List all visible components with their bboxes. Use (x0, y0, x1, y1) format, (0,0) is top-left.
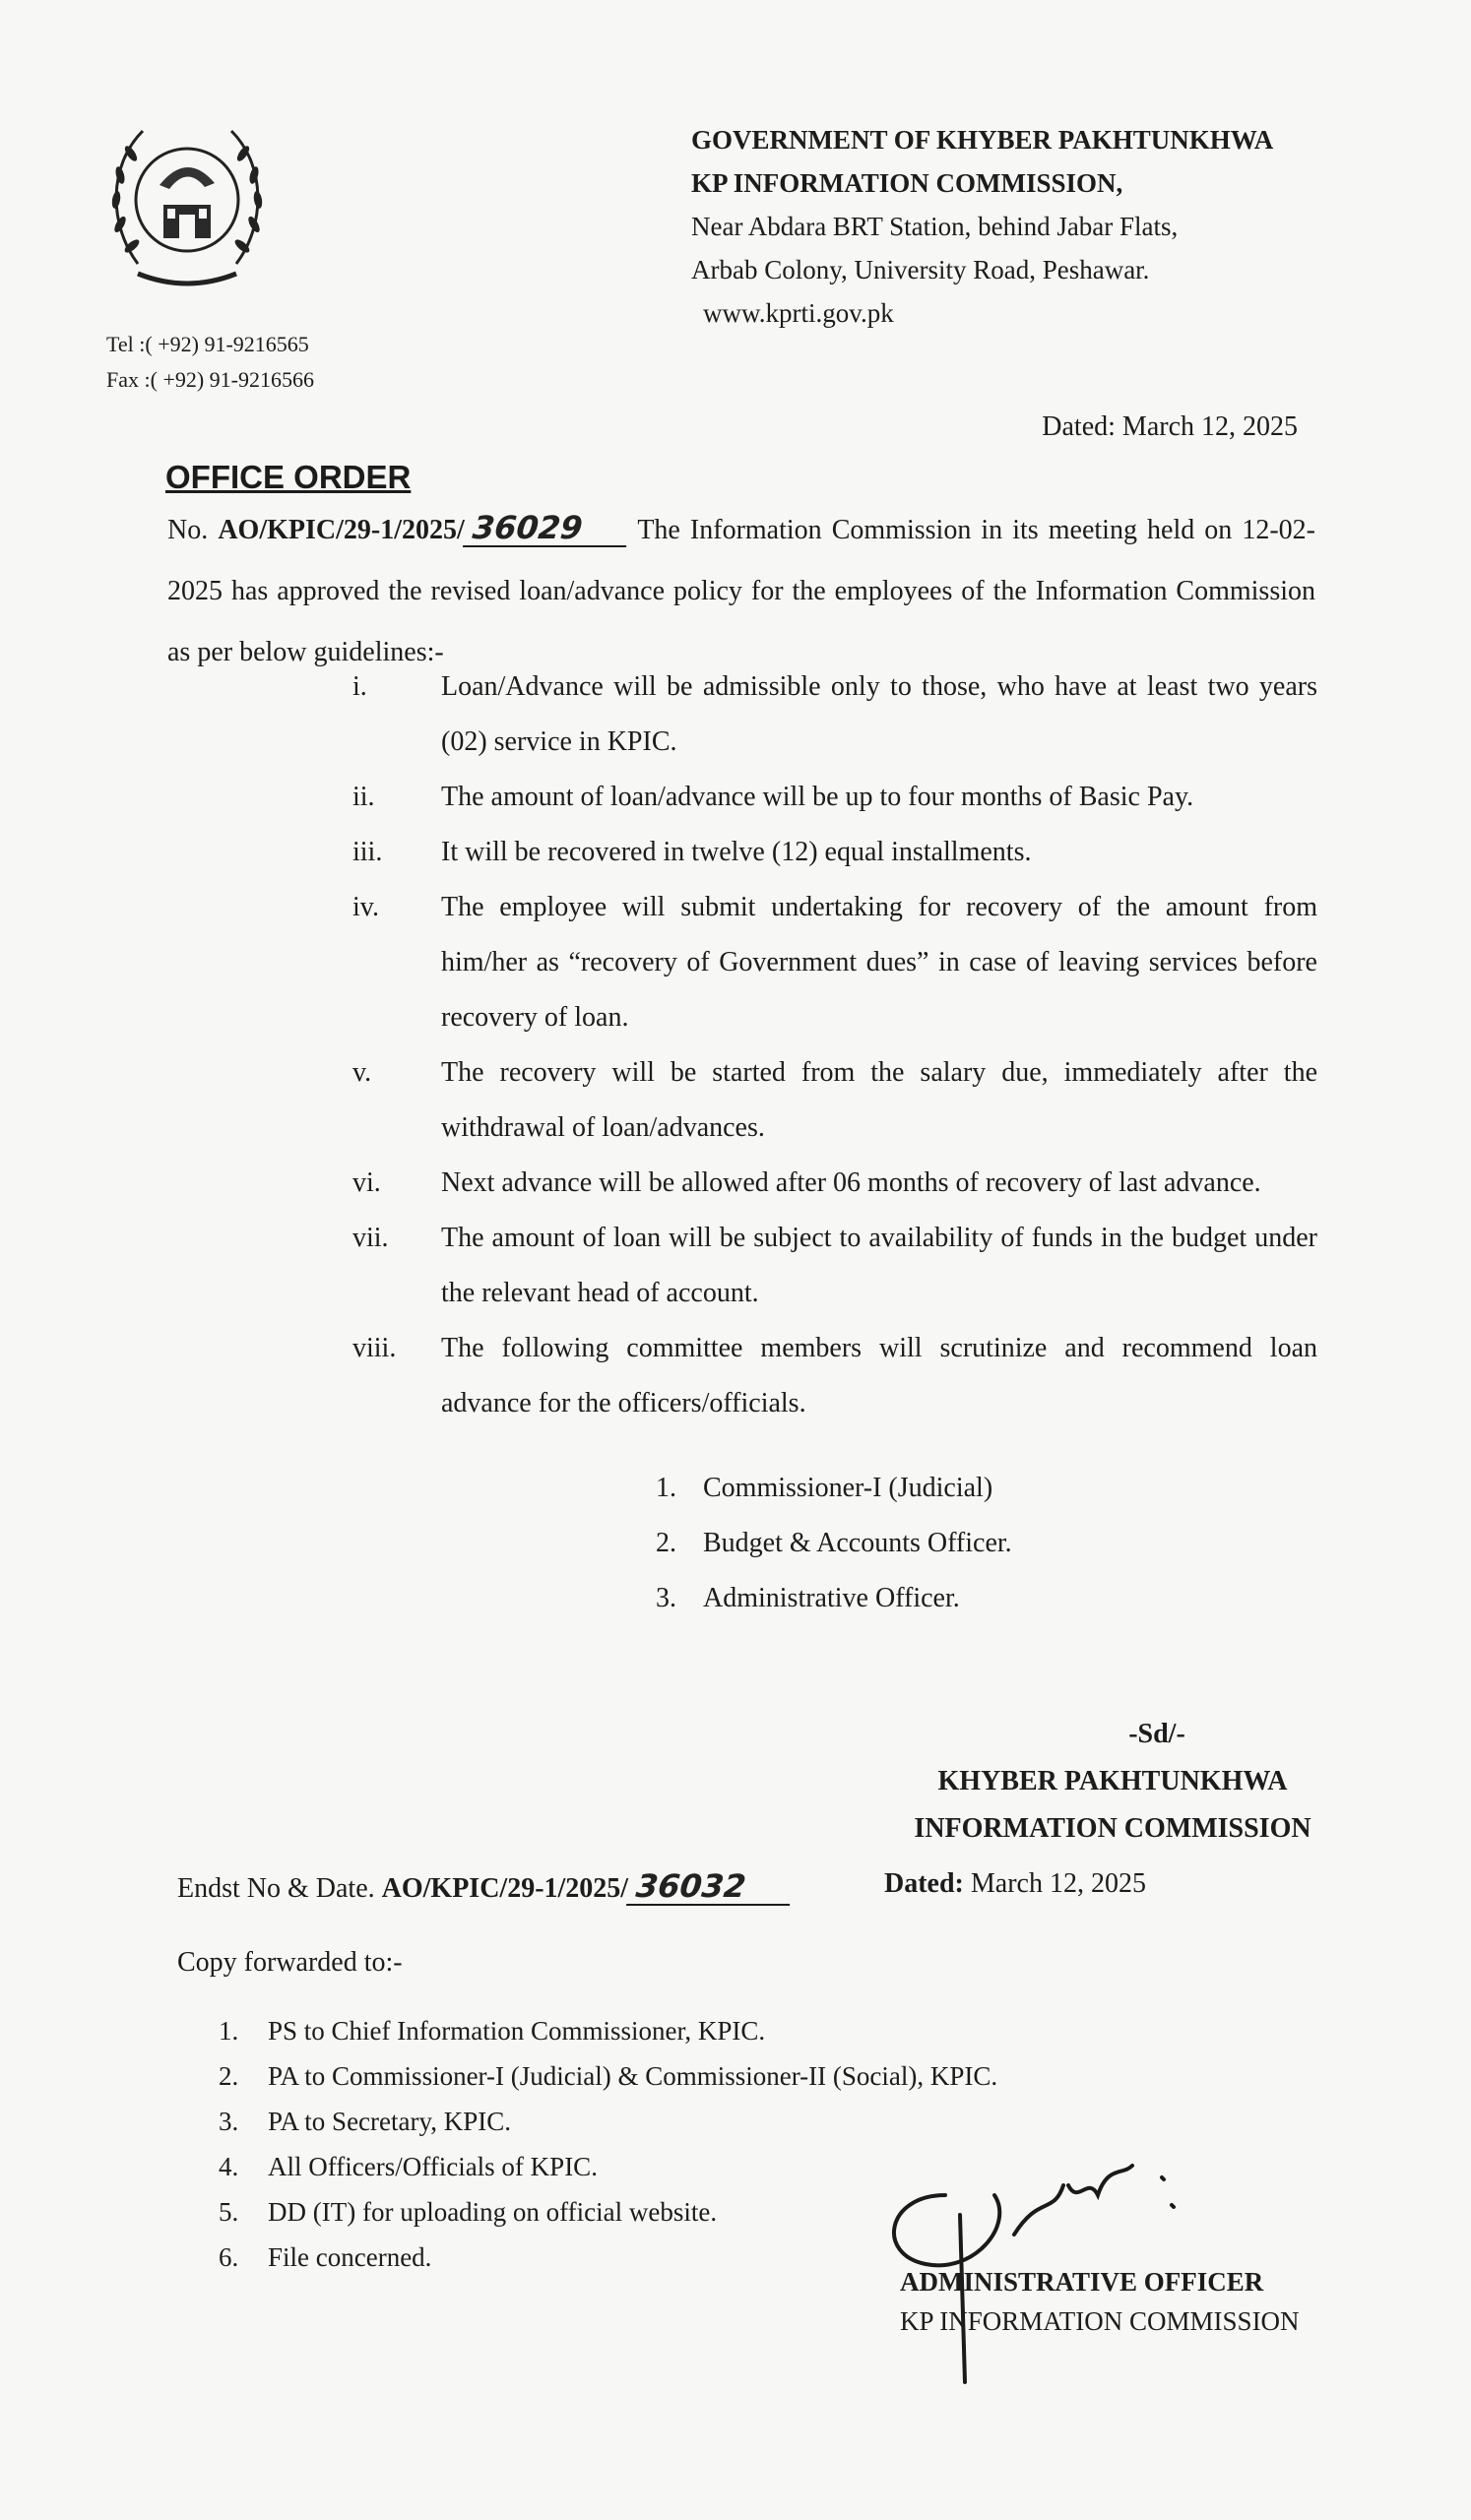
signoff-block (866, 1711, 1359, 1853)
guideline-text: Loan/Advance will be admissible only to those, who have at least two years (02) service in KPIC. (441, 671, 1317, 757)
address-line-2: Arbab Colony, University Road, Peshawar. (691, 255, 1150, 284)
government-name: GOVERNMENT OF KHYBER PAKHTUNKHWA (691, 125, 1274, 155)
order-reference: AO/KPIC/29-1/2025/ (218, 515, 465, 545)
committee-member: 2. Budget & Accounts Officer. (656, 1528, 1012, 1558)
letterhead (691, 118, 1273, 335)
guideline-item (352, 880, 1317, 1045)
guideline-number: v. (352, 1057, 372, 1088)
contact-info (106, 327, 314, 398)
website: www.kprti.gov.pk (703, 298, 894, 328)
guideline-number: iii. (352, 837, 383, 867)
sd-mark: -Sd/- (1128, 1719, 1185, 1749)
signatory-office: KP INFORMATION COMMISSION (900, 2306, 1300, 2336)
guideline-text: The recovery will be started from the salary due, immediately after the withdrawal of loan/advances. (441, 1057, 1317, 1143)
handwritten-order-number: 36029 (463, 510, 630, 547)
guideline-text: Next advance will be allowed after 06 months of recovery of last advance. (441, 1167, 1261, 1198)
guideline-text: The following committee members will scrutinize and recommend loan advance for the officers/officials. (441, 1333, 1317, 1418)
cc-item: 2. PA to Commissioner-I (Judicial) & Commissioner-II (Social), KPIC. (219, 2061, 998, 2091)
address-line-1: Near Abdara BRT Station, behind Jabar Flats, (691, 212, 1179, 241)
guideline-item (352, 1156, 1317, 1211)
order-date: Dated: March 12, 2025 (1042, 411, 1298, 442)
guideline-item (352, 1211, 1317, 1321)
committee-member: 1. Commissioner-I (Judicial) (656, 1473, 993, 1503)
guideline-item (352, 1321, 1317, 1431)
guideline-number: viii. (352, 1333, 397, 1363)
guideline-item (352, 825, 1317, 880)
guideline-number: ii. (352, 782, 375, 812)
guideline-number: i. (352, 671, 367, 702)
endorsement-number: Endst No & Date. AO/KPIC/29-1/2025/ 36032 (177, 1868, 792, 1906)
guideline-text: The employee will submit undertaking for recovery of the amount from him/her as “recovery of Government dues” in case of leaving services before recovery of loan. (441, 892, 1317, 1033)
signatory-title: ADMINISTRATIVE OFFICER (900, 2267, 1264, 2297)
order-intro (167, 500, 1315, 683)
guideline-number: iv. (352, 892, 379, 922)
kp-emblem-logo (98, 106, 276, 303)
guideline-text: The amount of loan will be subject to availability of funds in the budget under the relevant head of account. (441, 1223, 1317, 1308)
cc-item: 3. PA to Secretary, KPIC. (219, 2107, 511, 2136)
final-signature-block (900, 2262, 1300, 2341)
fax: Fax :( +92) 91-9216566 (106, 367, 314, 392)
guidelines-list (352, 660, 1317, 1431)
committee-member: 3. Administrative Officer. (656, 1583, 960, 1613)
document-title: OFFICE ORDER (165, 459, 412, 495)
cc-item: 6. File concerned. (219, 2242, 432, 2272)
endorsement-date: Dated: March 12, 2025 (884, 1868, 1146, 1899)
guideline-item (352, 660, 1317, 770)
commission-name: KP INFORMATION COMMISSION, (691, 168, 1123, 198)
guideline-text: It will be recovered in twelve (12) equal installments. (441, 837, 1032, 867)
guideline-item (352, 1045, 1317, 1156)
telephone: Tel :( +92) 91-9216565 (106, 332, 309, 356)
order-body: The Information Commission in its meeting held on 12-02-2025 has approved the revised loan/advance policy for the employees of the Information Commission as per below guidelines:- (167, 515, 1316, 667)
cc-item: 5. DD (IT) for uploading on official website. (219, 2197, 718, 2227)
cc-item: 1. PS to Chief Information Commissioner, KPIC. (219, 2016, 766, 2046)
copy-forwarded-heading: Copy forwarded to:- (177, 1947, 403, 1978)
signoff-line-2: INFORMATION COMMISSION (914, 1813, 1311, 1844)
guideline-number: vi. (352, 1167, 381, 1198)
guideline-number: vii. (352, 1223, 389, 1253)
committee-list (656, 1461, 1012, 1626)
order-no-label: No. (167, 515, 209, 545)
cc-item: 4. All Officers/Officials of KPIC. (219, 2152, 598, 2181)
signoff-line-1: KHYBER PAKHTUNKHWA (937, 1766, 1288, 1796)
guideline-item (352, 770, 1317, 825)
handwritten-endorsement-number: 36032 (626, 1868, 794, 1906)
guideline-text: The amount of loan/advance will be up to four months of Basic Pay. (441, 782, 1194, 812)
